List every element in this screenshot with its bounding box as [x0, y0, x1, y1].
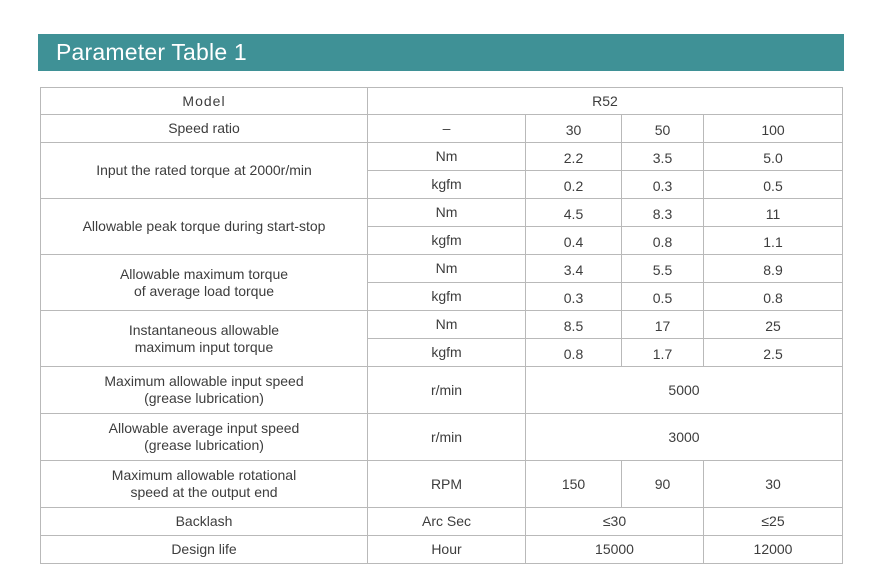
table-row	[41, 414, 843, 461]
model-label: Model	[41, 88, 368, 115]
table-cell: 15000	[526, 536, 704, 564]
table-cell: 3000	[526, 414, 843, 461]
table-row	[41, 508, 843, 536]
max-input-speed-label	[41, 367, 368, 414]
unit-cell: kgfm	[368, 171, 526, 199]
rated-torque-label: Input the rated torque at 2000r/min	[41, 143, 368, 199]
unit-cell: Arc Sec	[368, 508, 526, 536]
unit-cell: r/min	[368, 414, 526, 461]
table-cell: 3.5	[622, 143, 704, 171]
table-row	[41, 115, 843, 143]
label-line: maximum input torque	[134, 338, 274, 355]
table-cell: 8.5	[526, 311, 622, 339]
title-banner	[38, 34, 844, 71]
label-line: Maximum allowable input speed	[104, 373, 304, 389]
unit-cell: kgfm	[368, 339, 526, 367]
unit-cell: r/min	[368, 367, 526, 414]
table-cell: 5.0	[704, 143, 843, 171]
peak-torque-label: Allowable peak torque during start-stop	[41, 199, 368, 255]
table-cell: 8.9	[704, 255, 843, 283]
table-cell: 11	[704, 199, 843, 227]
table-cell: 2.5	[704, 339, 843, 367]
unit-cell: Nm	[368, 199, 526, 227]
label-line: speed at the output end	[130, 484, 278, 500]
table-cell: 0.8	[622, 227, 704, 255]
model-value: R52	[368, 88, 843, 115]
table-row	[41, 536, 843, 564]
table-cell: 150	[526, 461, 622, 508]
table-cell: 0.5	[704, 171, 843, 199]
table-cell: 30	[704, 461, 843, 508]
page-title: Parameter Table 1	[56, 39, 247, 65]
table-cell: 2.2	[526, 143, 622, 171]
max-torque-label	[41, 255, 368, 311]
table-cell: 0.2	[526, 171, 622, 199]
label-line: (grease lubrication)	[144, 437, 264, 453]
unit-cell: Nm	[368, 255, 526, 283]
avg-input-speed-label	[41, 414, 368, 461]
label-line: Allowable maximum torque	[119, 265, 289, 282]
table-cell: 17	[622, 311, 704, 339]
table-row	[41, 367, 843, 414]
table-row	[41, 143, 843, 171]
table-cell: 12000	[704, 536, 843, 564]
table-cell: 100	[704, 115, 843, 143]
table-cell: 50	[622, 115, 704, 143]
table-cell: 0.8	[526, 339, 622, 367]
label-line: (grease lubrication)	[144, 390, 264, 406]
table-cell: 5.5	[622, 255, 704, 283]
unit-cell: Hour	[368, 536, 526, 564]
table-cell: 0.3	[622, 171, 704, 199]
label-line: of average load torque	[133, 282, 275, 299]
table-cell: ≤25	[704, 508, 843, 536]
unit-cell: kgfm	[368, 283, 526, 311]
table-cell: 0.5	[622, 283, 704, 311]
table-row	[41, 311, 843, 339]
table-row	[41, 255, 843, 283]
table-cell: 0.8	[704, 283, 843, 311]
table-cell: 1.1	[704, 227, 843, 255]
unit-cell: RPM	[368, 461, 526, 508]
label-line: Maximum allowable rotational	[111, 467, 297, 483]
design-life-label: Design life	[41, 536, 368, 564]
label-line: Instantaneous allowable	[128, 321, 280, 338]
label-line: Allowable average input speed	[108, 420, 300, 436]
instant-torque-label	[41, 311, 368, 367]
table-cell: ≤30	[526, 508, 704, 536]
table-cell: 5000	[526, 367, 843, 414]
output-speed-label	[41, 461, 368, 508]
table-row	[41, 88, 843, 115]
unit-cell: Nm	[368, 143, 526, 171]
table-cell: 25	[704, 311, 843, 339]
speed-ratio-unit: –	[368, 115, 526, 143]
speed-ratio-label: Speed ratio	[41, 115, 368, 143]
unit-cell: Nm	[368, 311, 526, 339]
table-cell: 4.5	[526, 199, 622, 227]
table-cell: 3.4	[526, 255, 622, 283]
table-cell: 30	[526, 115, 622, 143]
backlash-label: Backlash	[41, 508, 368, 536]
table-cell: 1.7	[622, 339, 704, 367]
table-cell: 90	[622, 461, 704, 508]
table-row	[41, 461, 843, 508]
table-row	[41, 199, 843, 227]
parameter-table	[40, 87, 843, 564]
table-cell: 8.3	[622, 199, 704, 227]
table-cell: 0.3	[526, 283, 622, 311]
table-cell: 0.4	[526, 227, 622, 255]
unit-cell: kgfm	[368, 227, 526, 255]
